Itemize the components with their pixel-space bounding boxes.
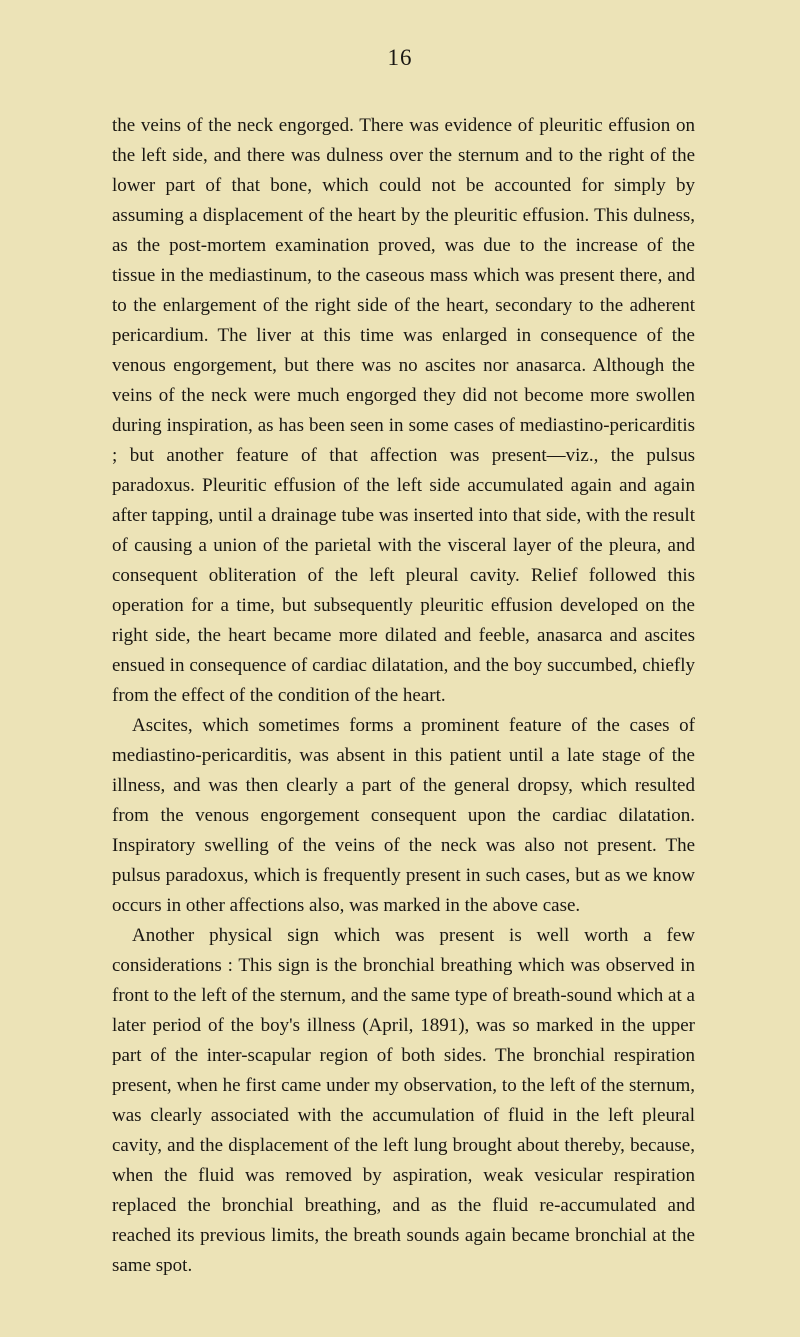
body-text (112, 111, 695, 1281)
page-number: 16 (387, 45, 413, 70)
paragraph-1: the veins of the neck engorged. There was evidence of pleuritic effusion on the left side, and there was dulness over the sternum and to the right of the lower part of that bone, which could not be accounted for simply by assuming a displacement of the heart by the pleuritic effusion. This dulness, as the post-mortem examination proved, was due to the increase of the tissue in the mediastinum, to the caseous mass which was present there, and to the enlargement of the right side of the heart, secondary to the adherent pericardium. The liver at this time was enlarged in consequence of the venous engorgement, but there was no ascites nor anasarca. Although the veins of the neck were much engorged they did not become more swollen during inspiration, as has been seen in some cases of mediastino-pericarditis ; but another feature of that affection was present—viz., the pulsus paradoxus. Pleuritic effusion of the left side accumulated again and again after tapping, until a drainage tube was inserted into that side, with the result of causing a union of the parietal with the visceral layer of the pleura, and consequent obliteration of the left pleural cavity. Relief followed this operation for a time, but subsequently pleuritic effusion developed on the right side, the heart became more dilated and feeble, anasarca and ascites ensued in consequence of cardiac dilatation, and the boy succumbed, chiefly from the effect of the condition of the heart. (112, 115, 695, 706)
paragraph-2: Ascites, which sometimes forms a prominent feature of the cases of mediastino-pericarditis, was absent in this patient until a late stage of the illness, and was then clearly a part of the general dropsy, which resulted from the venous engorgement consequent upon the cardiac dilatation. Inspiratory swelling of the veins of the neck was also not present. The pulsus paradoxus, which is frequently present in such cases, but as we know occurs in other affections also, was marked in the above case. (112, 715, 695, 916)
paragraph-3: Another physical sign which was present is well worth a few considerations : This sign is the bronchial breathing which was observed in front to the left of the sternum, and the same type of breath-sound which at a later period of the boy's illness (April, 1891), was so marked in the upper part of the inter-scapular region of both sides. The bronchial respiration present, when he first came under my observation, to the left of the sternum, was clearly associated with the accumulation of fluid in the left pleural cavity, and the displacement of the left lung brought about thereby, because, when the fluid was removed by aspiration, weak vesicular respiration replaced the bronchial breathing, and as the fluid re-accumulated and reached its previous limits, the breath sounds again became bronchial at the same spot. (112, 925, 695, 1276)
